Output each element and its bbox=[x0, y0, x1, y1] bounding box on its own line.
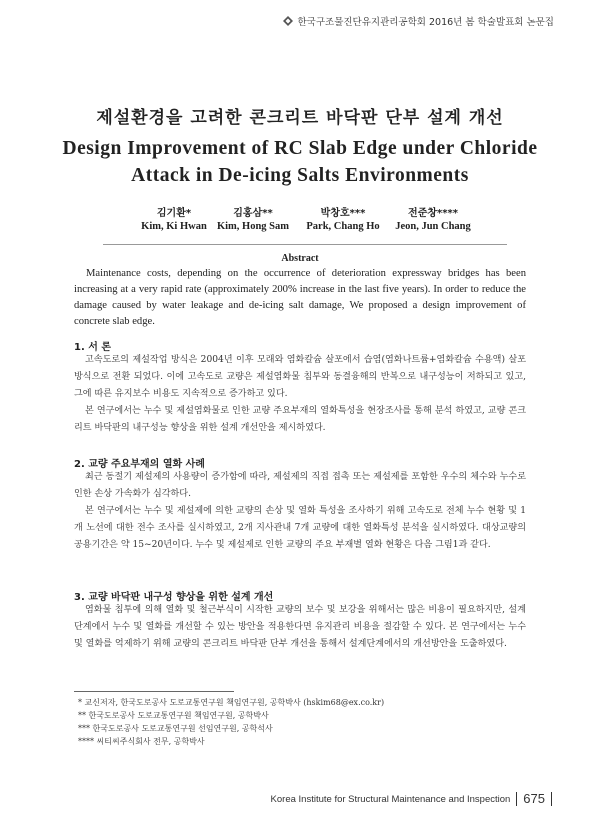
author-name-ko: 김기환* bbox=[156, 208, 192, 219]
author-name-ko: 김홍삼** bbox=[233, 208, 273, 219]
society-logo-icon bbox=[283, 16, 293, 26]
author-name-en: Park, Chang Ho bbox=[306, 221, 380, 232]
paragraph: 고속도로의 제설작업 방식은 2004년 이후 모래와 염화칼슘 살포에서 습염(염화나트륨+염화칼슘 수용액) 살포 방식으로 전환 되었다. 이에 고속도로 교량은 제설염화물 침투와 동결융해의 반복으로 내구성능이 저하되고 있고, 그에 따른 유지보수 비용도 지속적으로 증가하고 있다. bbox=[74, 355, 526, 399]
abstract-divider bbox=[103, 244, 507, 245]
section-2-heading: 2. 교량 주요부재의 열화 사례 bbox=[74, 459, 205, 470]
section-3-heading: 3. 교량 바닥판 내구성 향상을 위한 설계 개선 bbox=[74, 592, 274, 603]
title-english-line1: Design Improvement of RC Slab Edge under Chloride bbox=[62, 138, 538, 159]
footnote: *** 한국도로공사 도로교통연구원 선임연구원, 공학석사 bbox=[78, 724, 273, 733]
author-name-en: Kim, Ki Hwan bbox=[141, 221, 207, 232]
section-3-body bbox=[74, 602, 526, 653]
title-english bbox=[0, 135, 600, 189]
abstract-heading: Abstract bbox=[281, 253, 319, 264]
author-name-ko: 박창호*** bbox=[320, 208, 366, 219]
journal-name: 한국구조물진단유지관리공학회 2016년 봄 학술발표회 논문집 bbox=[297, 17, 554, 28]
footnotes bbox=[78, 696, 384, 748]
journal-header bbox=[283, 14, 554, 28]
page-number: 675 bbox=[516, 792, 545, 806]
footnote: * 교신저자, 한국도로공사 도로교통연구원 책임연구원, 공학박사 (hskim68@ex.co.kr) bbox=[78, 698, 385, 707]
footnote: ** 한국도로공사 도로교통연구원 책임연구원, 공학박사 bbox=[78, 711, 269, 720]
paragraph: 본 연구에서는 누수 및 제설제에 의한 교량의 손상 및 열화 특성을 조사하기 위해 고속도로 전체 누수 현황 및 1개 노선에 대한 전수 조사를 실시하였고, 2개 지사관내 7개 교량에 대한 열화특성 분석을 실시하였다. 대상교량의 공용기간은 약 15~20년이다. 누수 및 제설제로 인한 교량의 주요 부재별 열화 현황은 다음 그림1과 같다. bbox=[74, 506, 526, 550]
footnote-divider bbox=[74, 691, 234, 692]
paragraph: 염화물 침투에 의해 열화 및 철근부식이 시작한 교량의 보수 및 보강을 위해서는 많은 비용이 필요하지만, 설계단계에서 누수 및 열화를 개선할 수 있는 방안을 적용한다면 유지관리 비용을 절감할 수 있다. 본 연구에서는 누수 및 열화를 억제하기 위해 교량의 콘크리트 바닥판 단부 개선을 통해서 설계단계에서의 개선방안을 도출하였다. bbox=[74, 605, 526, 649]
footnote: **** 씨티씨주식회사 전무, 공학박사 bbox=[78, 737, 205, 746]
title-english-line2: Attack in De-icing Salts Environments bbox=[131, 165, 469, 186]
author-name-en: Jeon, Jun Chang bbox=[395, 221, 471, 232]
paragraph: 최근 동절기 제설제의 사용량이 증가함에 따라, 제설제의 직접 접촉 또는 제설제를 포함한 우수의 체수와 누수로 인한 손상 가속화가 심각하다. bbox=[74, 472, 526, 499]
section-1-body bbox=[74, 352, 526, 437]
title-korean: 제설환경을 고려한 콘크리트 바닥판 단부 설계 개선 bbox=[96, 108, 504, 128]
paragraph: 본 연구에서는 누수 및 제설염화물로 인한 교량 주요부재의 열화특성을 현장조사를 통해 분석 하였고, 교량 콘크리트 바닥판의 내구성능 향상을 위한 설계 개선안을 제시하였다. bbox=[74, 406, 526, 433]
author-4 bbox=[373, 204, 493, 232]
author-name-en: Kim, Hong Sam bbox=[216, 221, 290, 232]
abstract-text: Maintenance costs, depending on the occurrence of deterioration expressway bridges has been increasing at a very rapid rate (approximately 200% increase in the last five years). In order to reduce the damage caused by water leakage and de-icing salt damage, We proposed a design improvement of concrete slab edge. bbox=[74, 268, 526, 327]
footer-bar bbox=[551, 792, 552, 806]
section-2-body bbox=[74, 469, 526, 554]
author-name-ko: 전준창**** bbox=[408, 208, 458, 219]
footer-institute: Korea Institute for Structural Maintenance and Inspection bbox=[270, 793, 511, 805]
section-1-heading: 1. 서 론 bbox=[74, 342, 112, 353]
page-footer bbox=[271, 792, 552, 806]
